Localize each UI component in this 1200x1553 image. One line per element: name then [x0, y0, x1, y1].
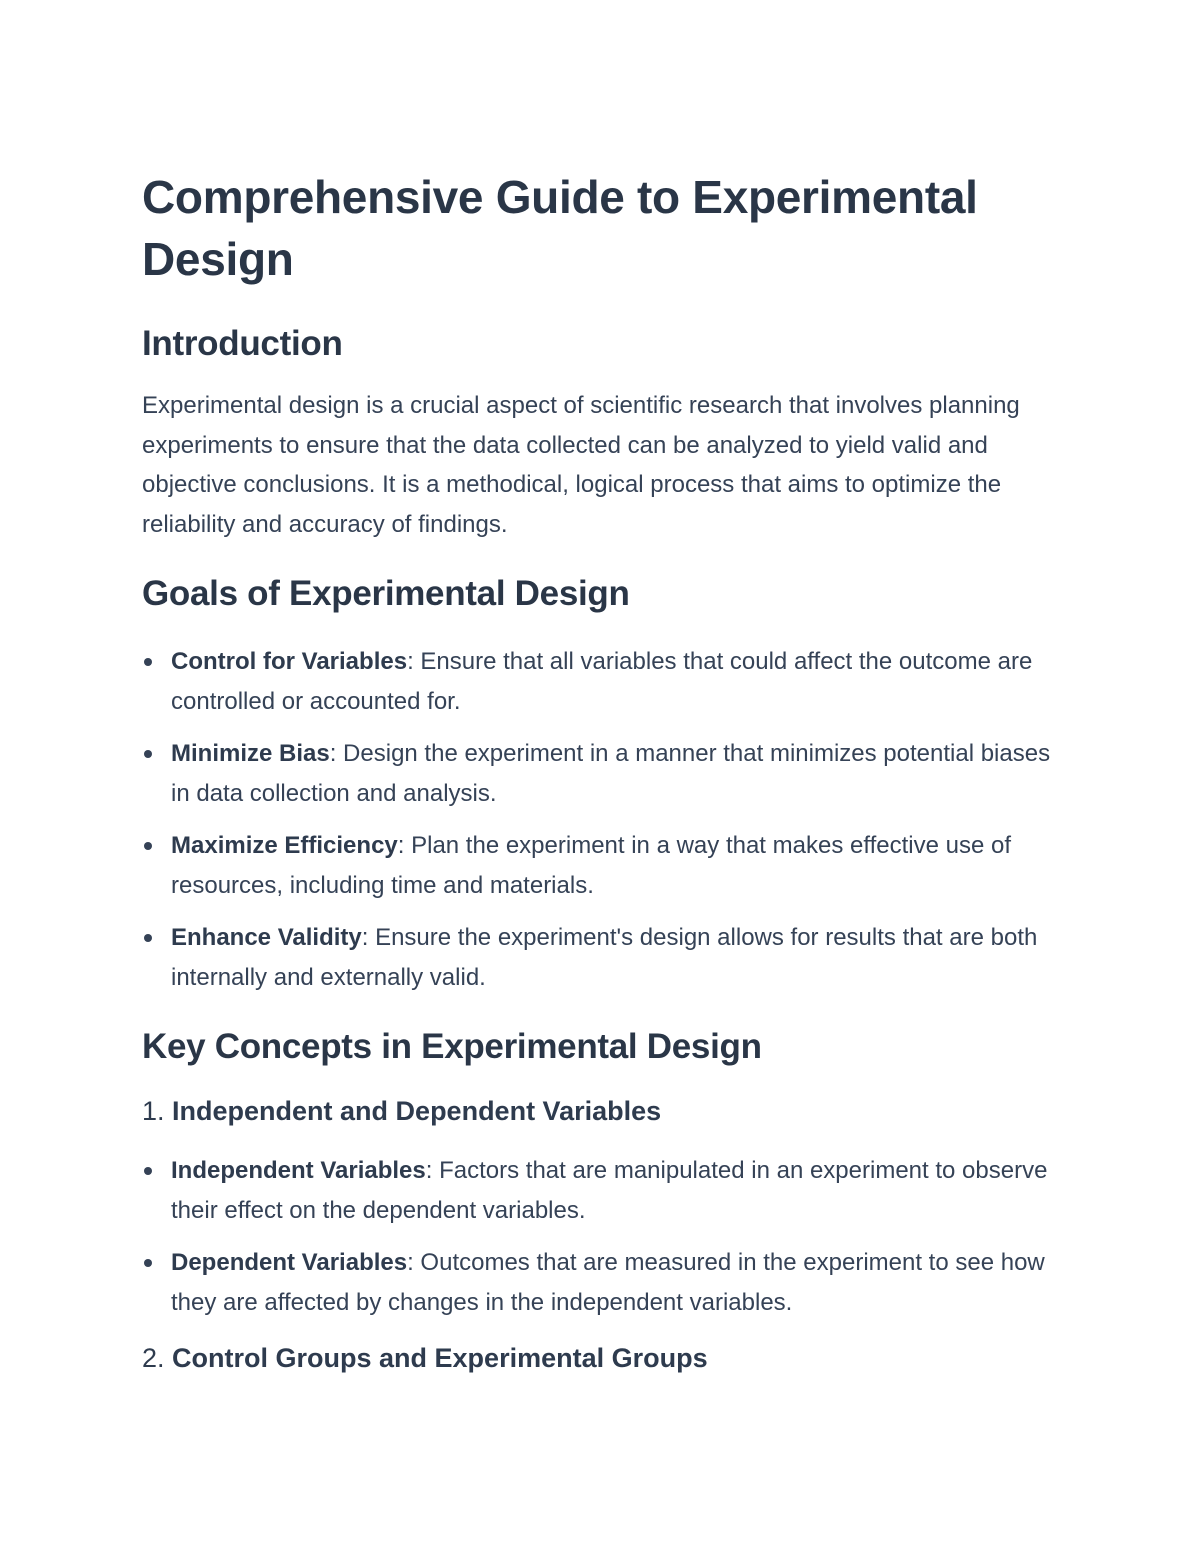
introduction-heading: Introduction: [142, 324, 343, 363]
section-title: Control Groups and Experimental Groups: [172, 1343, 708, 1373]
list-item: [142, 918, 1062, 997]
bullet-icon: [144, 934, 152, 942]
bullet-icon: [144, 750, 152, 758]
list-item: [142, 826, 1062, 905]
bullet-icon: [144, 842, 152, 850]
list-item-text: : Factors that are manipulated in an experiment to observe their effect on the dependent variables.: [171, 1157, 1048, 1224]
list-item-term: Independent Variables: [171, 1157, 426, 1184]
section-heading-variables: [142, 1093, 1062, 1129]
section-number: 1.: [142, 1096, 165, 1126]
bullet-icon: [144, 658, 152, 666]
list-item: [142, 1151, 1062, 1230]
section-heading-groups: [142, 1340, 1062, 1376]
list-item-term: Minimize Bias: [171, 740, 330, 767]
list-item-term: Dependent Variables: [171, 1249, 408, 1276]
list-item-term: Control for Variables: [171, 648, 408, 675]
document-title: Comprehensive Guide to Experimental Design: [142, 171, 978, 285]
goals-list: [142, 642, 1062, 997]
list-item-text: : Plan the experiment in a way that makes effective use of resources, including time and materials.: [171, 832, 1011, 899]
list-item-text: : Ensure the experiment's design allows for results that are both internally and externally valid.: [171, 924, 1038, 991]
introduction-paragraph: Experimental design is a crucial aspect of scientific research that involves planning experiments to ensure that the data collected can be analyzed to yield valid and objective conclusions. It is a methodical, logical process that aims to optimize the reliability and accuracy of findings.: [142, 392, 1020, 538]
bullet-icon: [144, 1167, 152, 1175]
variables-list: [142, 1151, 1062, 1322]
key-concepts-heading: Key Concepts in Experimental Design: [142, 1027, 762, 1066]
list-item: [142, 734, 1062, 813]
list-item-term: Maximize Efficiency: [171, 832, 398, 859]
list-item: [142, 1243, 1062, 1322]
section-number: 2.: [142, 1343, 165, 1373]
list-item-text: : Outcomes that are measured in the experiment to see how they are affected by changes in the independent variables.: [171, 1249, 1045, 1316]
goals-heading: Goals of Experimental Design: [142, 574, 630, 613]
list-item: [142, 642, 1062, 721]
section-title: Independent and Dependent Variables: [172, 1096, 662, 1126]
document-page: [142, 166, 1062, 1376]
bullet-icon: [144, 1259, 152, 1267]
list-item-term: Enhance Validity: [171, 924, 362, 951]
list-item-text: : Ensure that all variables that could affect the outcome are controlled or accounted for.: [171, 648, 1033, 715]
list-item-text: : Design the experiment in a manner that minimizes potential biases in data collection and analysis.: [171, 740, 1051, 807]
